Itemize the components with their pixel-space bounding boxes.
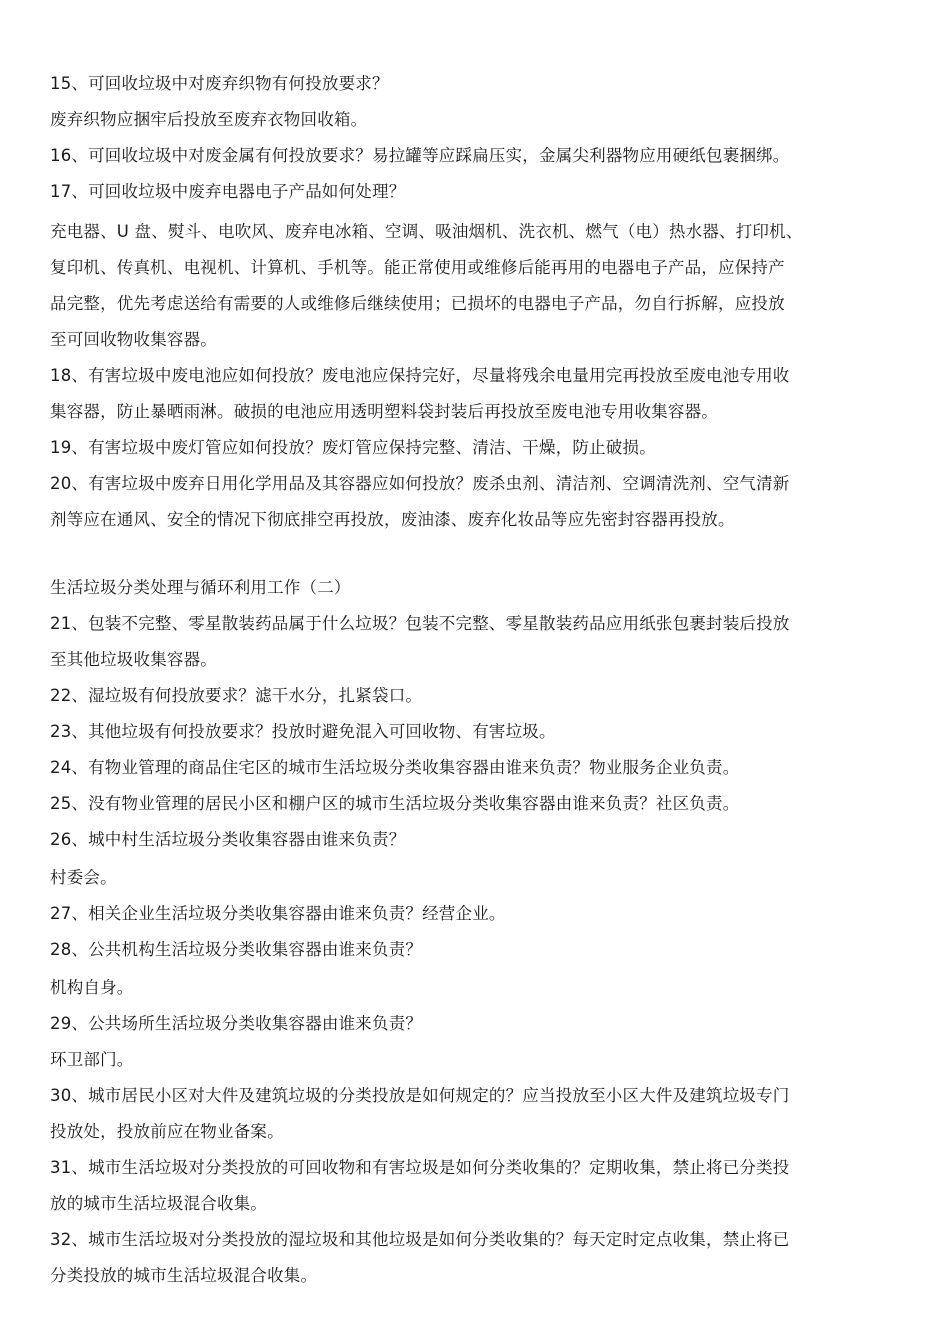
question-20-line: 剂等应在通风、安全的情况下彻底排空再投放，废油漆、废弃化妆品等应先密封容器再投放。 [50,510,735,529]
question-25: 25、没有物业管理的居民小区和棚户区的城市生活垃圾分类收集容器由谁来负责？社区负责。 [50,794,740,813]
question-17: 17、可回收垃圾中废弃电器电子产品如何处理？ [50,182,406,201]
question-32 [50,1222,905,1294]
question-26: 26、城中村生活垃圾分类收集容器由谁来负责？ [50,830,406,849]
answer-17-line: 充电器、U 盘、熨斗、电吹风、废弃电冰箱、空调、吸油烟机、洗衣机、燃气（电）热水器、打印机、 [50,222,803,241]
question-18 [50,358,905,430]
answer-15: 废弃织物应捆牢后投放至废弃衣物回收箱。 [50,110,368,129]
question-27: 27、相关企业生活垃圾分类收集容器由谁来负责？经营企业。 [50,904,506,923]
question-23: 23、其他垃圾有何投放要求？投放时避免混入可回收物、有害垃圾。 [50,722,556,741]
question-18-line: 18、有害垃圾中废电池应如何投放？废电池应保持完好，尽量将残余电量用完再投放至废电池专用收 [50,366,790,385]
question-20 [50,466,905,538]
question-21-line: 至其他垃圾收集容器。 [50,650,217,669]
question-28: 28、公共机构生活垃圾分类收集容器由谁来负责？ [50,940,423,959]
question-32-line: 分类投放的城市生活垃圾混合收集。 [50,1266,318,1285]
answer-28: 机构自身。 [50,978,134,997]
question-31 [50,1150,905,1222]
answer-17 [50,214,905,358]
question-21 [50,606,905,678]
answer-26: 村委会。 [50,868,117,887]
question-30 [50,1078,905,1150]
document-page [50,66,905,1294]
question-30-line: 30、城市居民小区对大件及建筑垃圾的分类投放是如何规定的？应当投放至小区大件及建筑垃圾专门 [50,1086,790,1105]
question-18-line: 集容器，防止暴晒雨淋。破损的电池应用透明塑料袋封装后再投放至废电池专用收集容器。 [50,402,718,421]
question-22: 22、湿垃圾有何投放要求？滤干水分，扎紧袋口。 [50,686,423,705]
answer-17-line: 品完整，优先考虑送给有需要的人或维修后继续使用；已损坏的电器电子产品，勿自行拆解，应投放 [50,294,785,313]
question-15: 15、可回收垃圾中对废弃织物有何投放要求？ [50,74,389,93]
question-32-line: 32、城市生活垃圾对分类投放的湿垃圾和其他垃圾是如何分类收集的？每天定时定点收集，禁止将已 [50,1230,790,1249]
answer-29: 环卫部门。 [50,1050,134,1069]
section-title: 生活垃圾分类处理与循环利用工作（二） [50,578,351,597]
question-31-line: 放的城市生活垃圾混合收集。 [50,1194,268,1213]
question-20-line: 20、有害垃圾中废弃日用化学用品及其容器应如何投放？废杀虫剂、清洁剂、空调清洗剂、空气清新 [50,474,790,493]
answer-17-line: 至可回收物收集容器。 [50,330,217,349]
question-24: 24、有物业管理的商品住宅区的城市生活垃圾分类收集容器由谁来负责？物业服务企业负责。 [50,758,740,777]
question-16: 16、可回收垃圾中对废金属有何投放要求？易拉罐等应踩扁压实，金属尖利器物应用硬纸包裹捆绑。 [50,146,790,165]
question-30-line: 投放处，投放前应在物业备案。 [50,1122,284,1141]
question-29: 29、公共场所生活垃圾分类收集容器由谁来负责？ [50,1014,423,1033]
question-31-line: 31、城市生活垃圾对分类投放的可回收物和有害垃圾是如何分类收集的？定期收集，禁止将已分类投 [50,1158,790,1177]
question-21-line: 21、包装不完整、零星散装药品属于什么垃圾？包装不完整、零星散装药品应用纸张包裹封装后投放 [50,614,790,633]
question-19: 19、有害垃圾中废灯管应如何投放？废灯管应保持完整、清洁、干燥，防止破损。 [50,438,656,457]
answer-17-line: 复印机、传真机、电视机、计算机、手机等。能正常使用或维修后能再用的电器电子产品，应保持产 [50,258,785,277]
